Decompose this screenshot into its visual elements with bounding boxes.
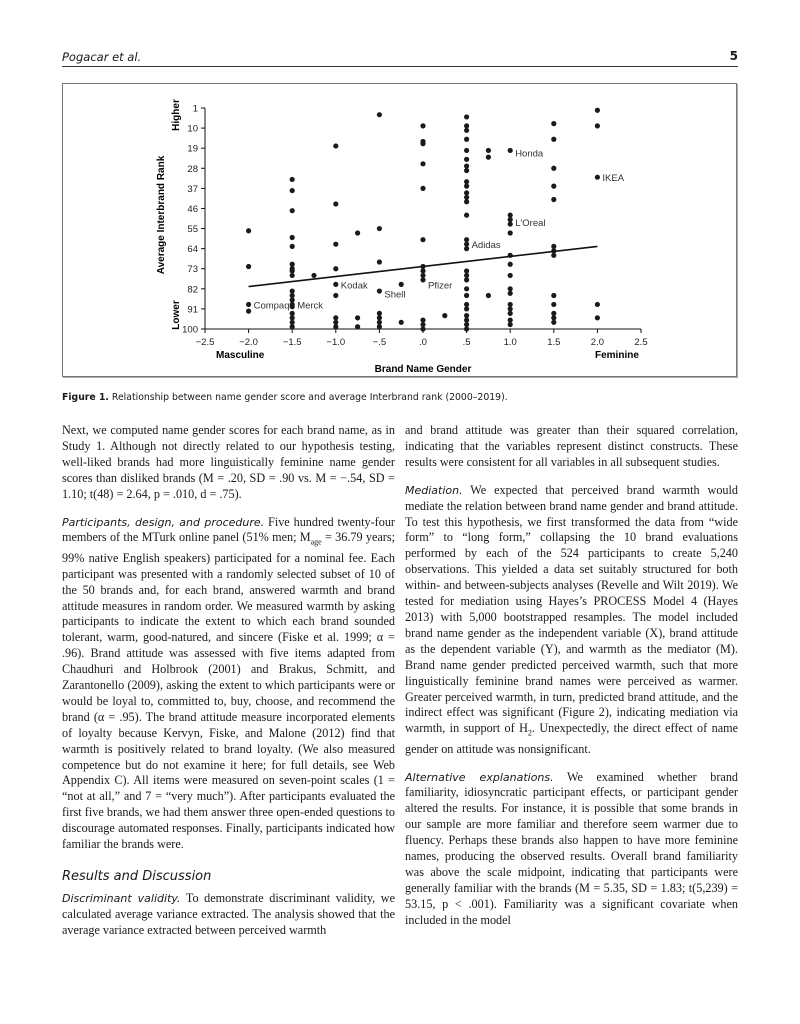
data-point — [464, 137, 469, 142]
data-point — [464, 114, 469, 119]
x-axis-label: Brand Name Gender — [374, 364, 472, 375]
data-point — [377, 315, 382, 320]
data-point — [464, 273, 469, 278]
data-point — [290, 273, 295, 278]
x-tick-label: 1.5 — [547, 337, 561, 348]
data-point — [508, 286, 513, 291]
data-point — [595, 315, 600, 320]
data-point — [464, 237, 469, 242]
data-point — [595, 175, 600, 180]
data-point — [420, 322, 425, 327]
data-point — [595, 123, 600, 128]
data-point — [551, 302, 556, 307]
data-point — [595, 108, 600, 113]
figure-label: Figure 1. — [62, 392, 109, 403]
data-point — [486, 148, 491, 153]
data-point — [355, 315, 360, 320]
data-point — [464, 168, 469, 173]
data-point — [246, 228, 251, 233]
data-point — [508, 273, 513, 278]
data-point — [551, 320, 556, 325]
data-point — [377, 320, 382, 325]
data-point — [246, 309, 251, 314]
data-point — [595, 302, 600, 307]
data-point — [508, 306, 513, 311]
run-in-heading: Participants, design, and procedure. — [62, 515, 265, 529]
data-point — [311, 273, 316, 278]
running-head-author: Pogacar et al. — [62, 50, 142, 64]
x-tick-label: .0 — [419, 337, 427, 348]
data-point — [246, 302, 251, 307]
figure-caption-text: Relationship between name gender score and average Interbrand rank (2000–2019). — [111, 392, 508, 403]
data-point — [508, 262, 513, 267]
x-axis-feminine-label: Feminine — [595, 350, 639, 361]
data-point — [290, 315, 295, 320]
page-number: 5 — [729, 49, 738, 63]
x-tick-label: .5 — [462, 337, 471, 348]
data-point — [508, 213, 513, 218]
run-in-heading: Mediation. — [405, 483, 463, 497]
data-point — [290, 311, 295, 316]
data-point — [290, 268, 295, 273]
right-column — [405, 423, 738, 941]
data-point — [508, 291, 513, 296]
x-tick-label: 2.5 — [634, 337, 648, 348]
data-point — [377, 259, 382, 264]
data-point — [420, 317, 425, 322]
run-in-heading: Discriminant validity. — [62, 891, 181, 905]
data-point — [464, 277, 469, 282]
data-point — [420, 326, 425, 331]
data-point — [486, 293, 491, 298]
data-point — [551, 184, 556, 189]
data-point — [508, 317, 513, 322]
y-tick-label: 10 — [187, 123, 198, 135]
data-point — [464, 213, 469, 218]
data-point — [355, 324, 360, 329]
y-tick-label: 28 — [187, 163, 198, 175]
data-point — [551, 166, 556, 171]
data-point — [551, 121, 556, 126]
x-tick-label: 1.0 — [503, 337, 517, 348]
data-point — [464, 246, 469, 251]
figure-1 — [62, 83, 737, 377]
data-point — [508, 311, 513, 316]
data-point — [508, 148, 513, 153]
data-point — [333, 282, 338, 287]
data-point — [464, 195, 469, 200]
y-tick-label: 73 — [187, 264, 198, 276]
data-point — [290, 288, 295, 293]
point-annotations — [254, 149, 625, 312]
data-point — [464, 242, 469, 247]
data-point — [333, 143, 338, 148]
section-heading: Results and Discussion — [62, 869, 212, 884]
run-in-heading: Alternative explanations. — [405, 770, 554, 784]
data-point — [290, 262, 295, 267]
x-tick-label: −1.0 — [326, 337, 346, 348]
data-point — [246, 264, 251, 269]
y-axis-higher-label: Higher — [171, 99, 182, 131]
x-tick-label: 2.0 — [590, 337, 605, 348]
paragraph: Mediation. We expected that perceived brand warmth would mediate the relation between brand name gender and brand attitude. To test this hypothesis, we first transformed the data from “wide form” to “long form,” collapsing the 10 brand evaluations performed by each of the 524 participants to create 5,240 observations. This yielded a data set suitably structured for both within- and between-subjects analyses (Revelle and Wilt 2019). We tested for mediation using Hayes’s PROCESS Model 4 (Hayes 2013) with 5,000 bootstrapped resamples. The model included brand name gender as the independent variable (X), brand attitude as the dependent variable (Y), and warmth as the mediator (M). Brand name gender predicted perceived warmth, such that more linguistically feminine brand names were perceived as warmer. Greater perceived warmth, in turn, predicted brand attitude, and the indirect effect was significant (Figure 2), indicating mediation via warmth, in support of $H_2$. Unexpectedly, the direct effect of name gender on attitude was nonsignificant. — [405, 482, 738, 756]
data-point — [290, 244, 295, 249]
data-point — [290, 235, 295, 240]
y-axis-lower-label: Lower — [171, 300, 182, 330]
data-point — [290, 324, 295, 329]
paragraph: Alternative explanations. We examined whether brand familiarity, idiosyncratic participant effects, or participant gender altered the results. For instance, it is possible that some brands in our sample are more familiar and therefore seem warmer due to fluency. Perhaps these brands also happen to have more feminine names, producing the observed results. Overall brand familiarity was above the scale midpoint, indicating that participants were generally familiar with the brands (M = 5.35, SD = 1.83; t(5,239) = 53.15, p < .001). Familiarity was a significant covariate when included in the model — [405, 769, 739, 927]
data-point — [377, 112, 382, 117]
data-point — [290, 208, 295, 213]
data-point — [464, 302, 469, 307]
data-point — [420, 273, 425, 278]
data-point — [486, 155, 491, 160]
scatter-chart — [1, 1, 800, 401]
data-point — [464, 148, 469, 153]
data-points — [246, 108, 600, 332]
data-point — [290, 297, 295, 302]
paragraph: Participants, design, and procedure. Five hundred twenty-four members of the MTurk online panel (51% men; $M_{age} = 36.79$ years; 99% native English speakers) participated for a nominal fee. Each participant was presented with a randomly selected subset of 10 of the 50 brands and, for each brand, answered warmth and brand attitude measures in random order. We measured warmth by asking participants to indicate the extent to which each brand sounded tolerant, warm, good-natured, and sincere (Fiske et al. 1999; α = .96). Brand attitude was assessed with five items adapted from Chaudhuri and Holbrook (2001) and Brakus, Schmitt, and Zarantonello (2009), asking the extent to which participants were or would be loyal to, committed to, buy, choose, and recommend the brand (α = .95). The brand attitude measure incorporated elements of loyalty because Kervyn, Fiske, and Malone (2012) find that warmth is positively related to brand loyalty. (We also measured competence but do not examine it here; for full details, see Web Appendix C). All items were measured on seven-point scales (1 = “not at all,” and 7 = “very much”). After participants evaluated the first five brands, we had them answer three open-ended questions to discourage automated responses. Finally, participants indicated how familiar the brands were. — [62, 514, 395, 852]
data-point — [464, 123, 469, 128]
data-point — [464, 322, 469, 327]
data-point — [464, 128, 469, 133]
x-tick-label: −1.5 — [282, 337, 302, 348]
data-point — [464, 190, 469, 195]
data-point — [508, 230, 513, 235]
paragraph: and brand attitude was greater than their squared correlation, indicating that the variables represent distinct constructs. These results were consistent for all variables in all subsequent studies. — [405, 423, 738, 469]
data-point — [464, 293, 469, 298]
data-point — [420, 237, 425, 242]
y-tick-label: 19 — [187, 143, 198, 155]
y-tick-label: 91 — [187, 304, 198, 316]
data-point — [420, 186, 425, 191]
point-label: Shell — [384, 289, 406, 301]
data-point — [442, 313, 447, 318]
y-tick-label: 64 — [187, 244, 198, 256]
data-point — [420, 141, 425, 146]
x-tick-label: −2.5 — [195, 337, 215, 348]
point-label: Adidas — [471, 240, 501, 252]
data-point — [290, 188, 295, 193]
data-point — [333, 320, 338, 325]
data-point — [333, 315, 338, 320]
data-point — [464, 306, 469, 311]
data-point — [551, 137, 556, 142]
paragraph: Discriminant validity. To demonstrate discriminant validity, we calculated average variance extracted. The analysis showed that the average variance extracted between perceived warmth — [62, 890, 395, 937]
y-tick-label: 1 — [192, 103, 198, 115]
data-point — [290, 293, 295, 298]
x-tick-label: −2.0 — [239, 337, 258, 348]
data-point — [377, 311, 382, 316]
y-axis-label: Average Interbrand Rank — [156, 155, 167, 275]
left-column — [62, 423, 395, 951]
y-tick-label: 37 — [187, 183, 198, 195]
y-tick-label: 100 — [182, 324, 198, 336]
point-label: Merck — [297, 300, 324, 312]
data-point — [420, 277, 425, 282]
data-point — [333, 266, 338, 271]
data-point — [464, 179, 469, 184]
y-tick-label: 82 — [187, 284, 198, 296]
data-point — [420, 268, 425, 273]
figure-caption — [62, 392, 508, 403]
data-point — [464, 313, 469, 318]
data-point — [508, 217, 513, 222]
data-point — [377, 226, 382, 231]
data-point — [420, 161, 425, 166]
point-label: Compaq — [253, 300, 290, 312]
data-point — [551, 253, 556, 258]
data-point — [551, 293, 556, 298]
data-point — [420, 123, 425, 128]
data-point — [464, 326, 469, 331]
data-point — [464, 268, 469, 273]
x-axis-masculine-label: Masculine — [216, 350, 265, 361]
data-point — [464, 184, 469, 189]
data-point — [551, 311, 556, 316]
data-point — [464, 286, 469, 291]
data-point — [355, 230, 360, 235]
data-point — [508, 221, 513, 226]
chart-axes — [182, 104, 647, 349]
data-point — [377, 324, 382, 329]
point-label: Pfizer — [428, 280, 453, 292]
point-label: IKEA — [602, 173, 625, 185]
data-point — [464, 163, 469, 168]
data-point — [508, 302, 513, 307]
data-point — [333, 201, 338, 206]
data-point — [508, 322, 513, 327]
y-tick-label: 55 — [187, 224, 198, 236]
x-tick-label: −.5 — [372, 337, 387, 348]
data-point — [333, 293, 338, 298]
point-label: Kodak — [340, 280, 368, 292]
point-label: L'Oreal — [515, 217, 546, 229]
point-label: Honda — [515, 148, 544, 160]
data-point — [464, 157, 469, 162]
data-point — [464, 317, 469, 322]
paragraph: Next, we computed name gender scores for each brand name, as in Study 1. Although not directly related to our hypothesis testing, well-liked brands had more linguistically feminine name gender scores than disliked brands (M = .20, SD = .90 vs. M = −.54, SD = 1.10; t(48) = 2.64, p = .010, d = .75). — [62, 423, 395, 501]
data-point — [399, 320, 404, 325]
data-point — [399, 282, 404, 287]
data-point — [333, 242, 338, 247]
data-point — [290, 320, 295, 325]
data-point — [551, 244, 556, 249]
data-point — [290, 304, 295, 309]
data-point — [333, 324, 338, 329]
data-point — [377, 288, 382, 293]
data-point — [551, 197, 556, 202]
data-point — [551, 315, 556, 320]
data-point — [464, 199, 469, 204]
y-tick-label: 46 — [187, 203, 198, 215]
data-point — [290, 177, 295, 182]
